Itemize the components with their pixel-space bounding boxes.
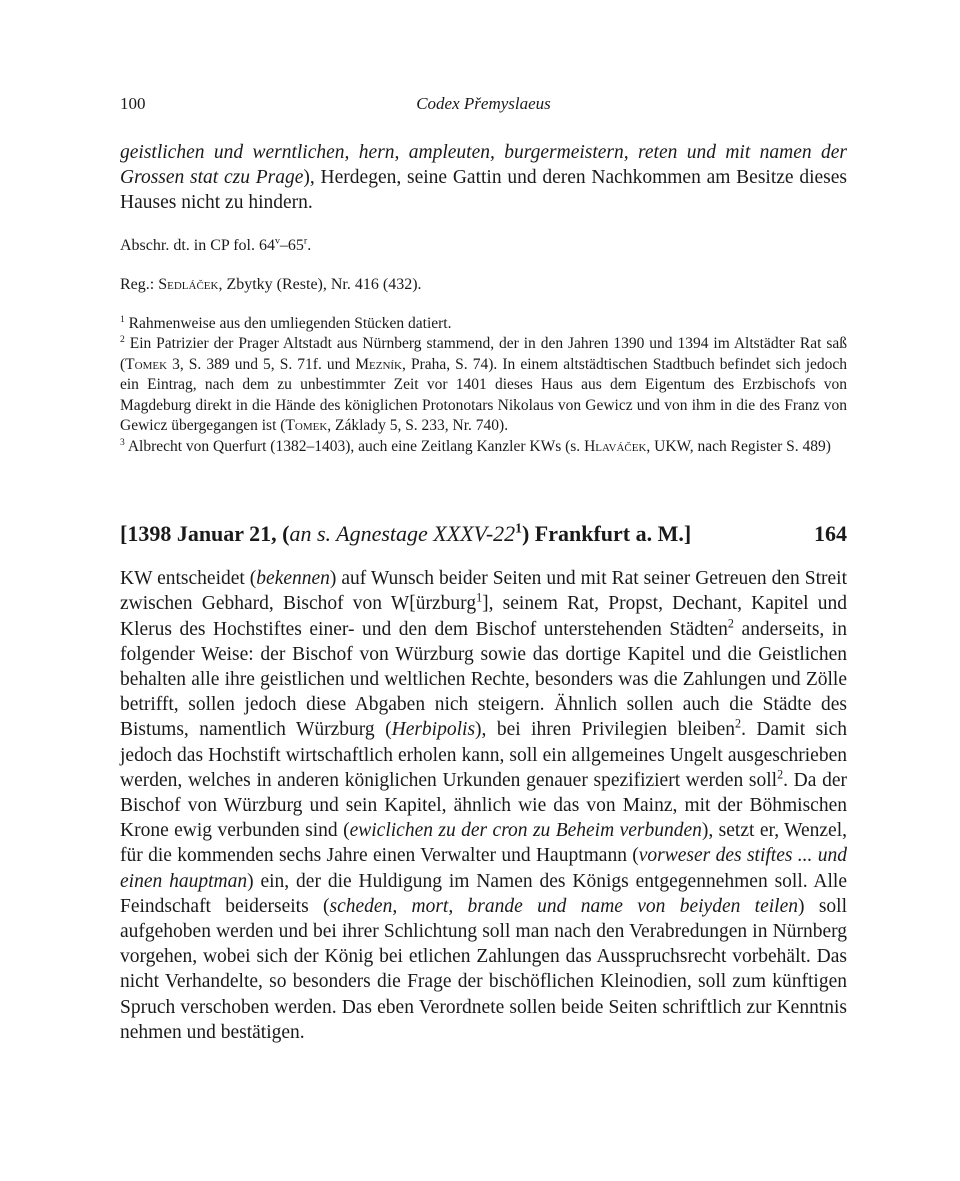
footnote-mark: 2 bbox=[735, 716, 742, 731]
text-run: Ein Patrizier der Prager Altstadt aus Nürnberg stammend, der in den Jahren 1390 und 1394 im Altstädter Rat saß ( bbox=[120, 335, 847, 373]
text-run: . bbox=[307, 236, 312, 254]
page bbox=[120, 88, 847, 1045]
running-head bbox=[120, 88, 847, 118]
quoted-text: Herbipolis bbox=[391, 719, 476, 741]
regest-note bbox=[120, 275, 847, 295]
text-run: . Damit sich jedoch das Hochstift wirtschaftlich erholen kann, soll ein allgemeines Ungelt ausgeschrieben werden, welches in anderen königlichen Urkunden genauer spezifiziert werden soll bbox=[120, 719, 847, 791]
footnote-mark: 2 bbox=[727, 616, 734, 631]
text-run: Reg.: bbox=[120, 275, 159, 293]
text-run: , Praha, S. 74). In einem altstädtischen Stadtbuch befindet sich jedoch ein Eintrag, nach dem zu unbestimmter Zeit vor 1401 dieses Haus aus dem Eigentum des Erzbischofs von Magdeburg direkt in die Hände des königlichen Protonotars Nikolaus von Gewicz und von ihm in die des Franz von Gewicz übergegangen ist ( bbox=[120, 355, 848, 435]
text-run: ), setzt er, Wenzel, für die kommenden sechs Jahre einen Verwalter und Hauptmann ( bbox=[120, 820, 847, 867]
quoted-text: bekennen bbox=[256, 568, 330, 590]
footnotes bbox=[120, 314, 847, 458]
superscript: r bbox=[303, 235, 308, 247]
footnote-mark: 1 bbox=[120, 313, 125, 325]
document-date-place bbox=[120, 521, 691, 547]
dating-formula: an s. Agnestage XXXV-22 bbox=[289, 521, 516, 547]
author-name: Hlaváček bbox=[584, 437, 647, 455]
footnote-1 bbox=[120, 314, 847, 335]
text-run: , UKW, nach Register S. 489) bbox=[646, 437, 831, 455]
footnote-mark: 1 bbox=[476, 590, 483, 605]
author-name: Sedláček bbox=[158, 275, 219, 293]
text-run: –65 bbox=[279, 236, 304, 254]
text-run: . Da der Bischof von Würzburg und sein Kapitel, ähnlich wie das von Mainz, mit der Böhmischen Krone ewig verbunden sind ( bbox=[120, 769, 847, 842]
quoted-text: geistlichen und werntlichen, hern, ampleuten, burgermeistern, reten und mit namen der Grossen stat czu Prage bbox=[120, 142, 847, 189]
text-run: ) soll aufgehoben werden und bei ihrer Schlichtung soll man nach den Verabredungen in Nürnberg vorgehen, wobei sich der König bei etlichen Zahlungen das Ausspruchsrecht vorbehält. Das nicht Verhandelte, so besonders die Frage der bischöflichen Kleinodien, soll zum künftigen Spruch verschoben werden. Das eben Verordnete sollen beide Seiten schriftlich zur Kenntnis nehmen und bestätigen. bbox=[120, 895, 847, 1043]
text-run: anderseits, in folgender Weise: der Bischof von Würzburg sowie das dortige Kapitel und die Geistlichen behalten alle ihre geistlichen und weltlichen Rechte, besonders was die Zahlungen und Zölle betrifft, sollen jedoch diese Abgaben nich steigern. Ähnlich sollen auch die Städte des Bistums, namentlich Würzburg ( bbox=[120, 618, 847, 741]
document-heading bbox=[120, 521, 847, 551]
quoted-text: scheden, mort, brande und name von beiyden teilen bbox=[329, 895, 798, 917]
previous-entry-closing-paragraph bbox=[120, 140, 847, 216]
text-run: [1398 Januar 21, ( bbox=[120, 521, 290, 547]
text-run: 3, S. 389 und 5, S. 71f. und bbox=[167, 355, 356, 373]
text-run: , Základy 5, S. 233, Nr. 740). bbox=[327, 417, 509, 435]
author-name: Tomek bbox=[125, 355, 168, 373]
text-run: ), bei ihren Privilegien bleiben bbox=[475, 719, 736, 741]
footnote-mark: 2 bbox=[777, 767, 784, 782]
page-number: 100 bbox=[120, 94, 146, 113]
text-run: Rahmenweise aus den umliegenden Stücken datiert. bbox=[124, 314, 452, 332]
text-run: ) Frankfurt a. M.] bbox=[521, 521, 692, 547]
text-run: ) ein, der die Huldigung im Namen des Königs entgegennehmen soll. Alle Feindschaft beiderseits ( bbox=[120, 870, 847, 917]
footnote-3 bbox=[120, 437, 847, 458]
footnote-mark: 1 bbox=[515, 520, 522, 536]
text-run: ) auf Wunsch beider Seiten und mit Rat seiner Getreuen den Streit zwischen Gebhard, Bischof von W[ürzburg bbox=[120, 568, 848, 615]
author-name: Tomek bbox=[285, 417, 328, 435]
text-run: KW entscheidet ( bbox=[120, 568, 257, 590]
text-run: , Zbytky (Reste), Nr. 416 (432). bbox=[218, 275, 422, 293]
footnote-mark: 3 bbox=[120, 436, 125, 448]
superscript: v bbox=[274, 235, 280, 247]
running-title: Codex Přemyslaeus bbox=[416, 94, 551, 113]
copy-note bbox=[120, 236, 847, 256]
text-run: ], seinem Rat, Propst, Dechant, Kapitel und Klerus des Hochstiftes einer- und den dem Bischof unterstehenden Städten bbox=[120, 593, 847, 640]
author-name: Mezník bbox=[355, 355, 402, 373]
quoted-text: ewiclichen zu der cron zu Beheim verbunden bbox=[349, 820, 702, 842]
document-summary bbox=[120, 566, 847, 1045]
document-number: 164 bbox=[814, 521, 847, 547]
footnote-mark: 2 bbox=[120, 333, 125, 345]
text-run: Abschr. dt. in CP fol. 64 bbox=[120, 236, 275, 254]
footnote-2 bbox=[120, 334, 847, 437]
text-run: Albrecht von Querfurt (1382–1403), auch eine Zeitlang Kanzler KWs (s. bbox=[124, 437, 585, 455]
text-run: ), Herdegen, seine Gattin und deren Nachkommen am Besitze dieses Hauses nicht zu hindern. bbox=[120, 167, 847, 214]
quoted-text: vorweser des stiftes ... und einen hauptman bbox=[120, 845, 847, 892]
